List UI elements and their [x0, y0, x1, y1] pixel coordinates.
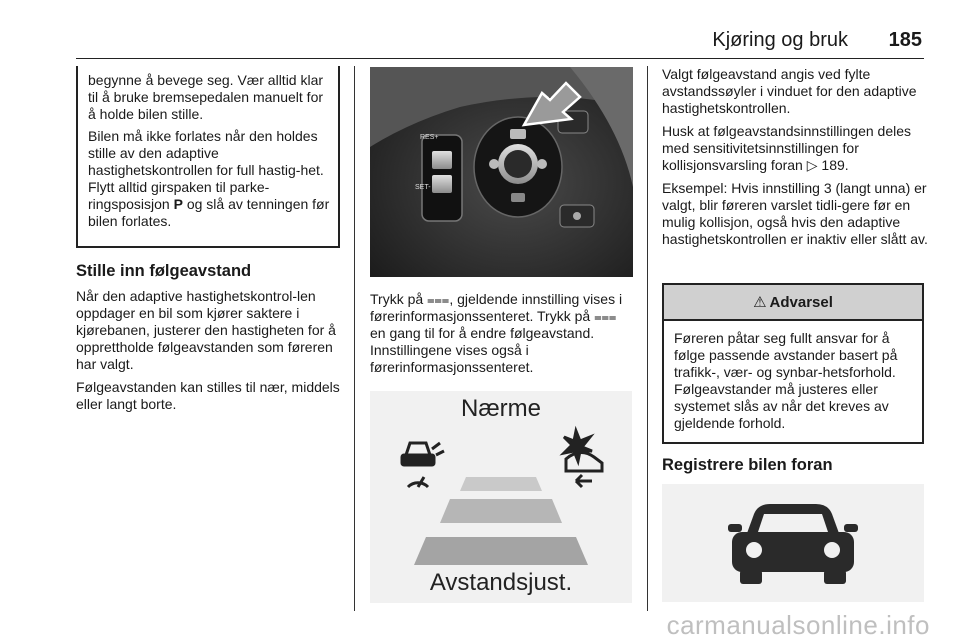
page-reference-arrow-icon: ▷ [806, 157, 818, 173]
car-ahead-icon [662, 484, 924, 602]
lane-assist-icon [573, 212, 581, 220]
note-paragraph-1: begynne å bevege seg. Vær alltid klar til å bruke bremsepedalen manuelt for å holde bilen stille. [88, 72, 324, 122]
note-paragraph-2: Bilen må ikke forlates når den holdes stille av den adaptive hastighetskontrollen for full hastig-het. Flytt alltid girspaken til parke-ringsposisjon P og slå av tenningen før bilen forlates. [88, 128, 330, 229]
res-plus-label: RES+ [420, 134, 439, 141]
column-separator-1 [354, 66, 355, 611]
section-following-distance [76, 262, 346, 419]
following-distance-icon: ⩶ [427, 292, 450, 307]
distance-bar-1 [460, 477, 542, 491]
following-distance-icon-2: ⩶ [594, 309, 617, 324]
section-heading: Stille inn følgeavstand [76, 262, 252, 280]
warning-box [662, 283, 924, 444]
forward-collision-icon [564, 431, 602, 487]
distance-bar-2 [440, 499, 562, 523]
section-heading-vehicle-ahead: Registrere bilen foran [662, 456, 833, 474]
note-box [76, 66, 340, 248]
page-reference: 189. [821, 157, 849, 173]
warning-title: Advarsel [769, 293, 833, 311]
steering-wheel-controls-image [370, 67, 633, 277]
instruction-paragraph: Trykk på ⩶, gjeldende innstilling vises i førerinformasjonssenteret. Trykk på ⩶ en gang til for å endre følgeavstand. Innstillingene vises også i førerinformasjonssenteret. [370, 291, 623, 375]
distance-bar-3 [414, 537, 588, 565]
following-distance-button-icon [510, 129, 526, 139]
running-header-title: Kjøring og bruk [712, 29, 848, 51]
warning-header [664, 285, 922, 321]
header-rule [76, 58, 924, 59]
park-position-letter: P [173, 196, 183, 212]
watermark: carmanualsonline.info [666, 610, 930, 640]
cancel-icon [489, 159, 499, 169]
instruction-text [370, 291, 632, 376]
set-minus-label: SET- [415, 184, 431, 191]
steering-wheel-illustration [370, 67, 633, 277]
vehicle-ahead-indicator-image [662, 484, 924, 602]
column3-paragraph-1: Valgt følgeavstand angis ved fylte avstandssøyler i vinduet for den adaptive hastighetskontrollen. [662, 66, 917, 116]
adaptive-cruise-vehicle-icon [402, 443, 444, 487]
column-separator-2 [647, 66, 648, 611]
collision-alert-icon [537, 159, 547, 169]
page-number: 185 [888, 29, 922, 51]
column3-paragraph-3: Eksempel: Hvis innstilling 3 (langt unna) er valgt, blir føreren varslet tidli-gere før en mulig kollisjon, også hvis den adaptive hastighetskontrollen er inaktiv eller slått av. [662, 180, 928, 247]
display-setting-title: Nærme [460, 395, 541, 422]
driver-info-display-image [370, 391, 632, 603]
section-paragraph-1: Når den adaptive hastighetskontrol-len oppdager en bil som kjører saktere i kjørebanen, justerer den hastigheten for å opprettholde følgeavstanden som føreren har valgt. [76, 288, 336, 372]
display-setting-label: Avstandsjust. [429, 569, 573, 596]
column3-paragraph-2: Husk at følgeavstandsinnstillingen deles med sensitivitetsinnstillingen for kollisjonsvarsling foran ▷ 189. [662, 123, 912, 173]
section-paragraph-2: Følgeavstanden kan stilles til nær, middels eller langt borte. [76, 379, 340, 412]
warning-icon: ⚠ [753, 294, 767, 311]
warning-text: Føreren påtar seg fullt ansvar for å følge passende avstander basert på trafikk-, vær- og synbar-hetsforhold. Følgeavstander må justeres eller systemet slås av når det kreves av gjeldende forhold. [674, 330, 898, 431]
column-3-text [662, 66, 928, 254]
